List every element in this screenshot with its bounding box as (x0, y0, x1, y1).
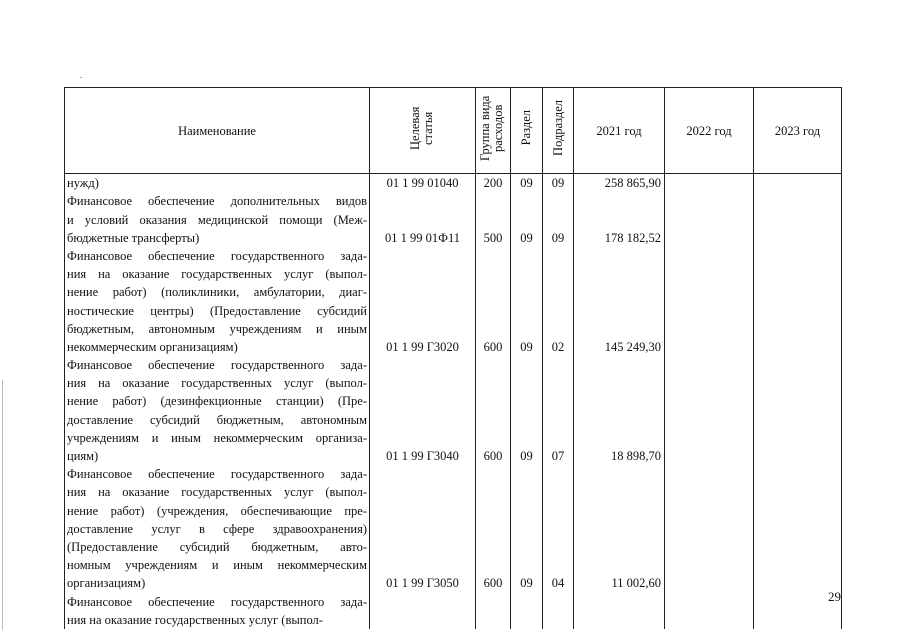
subsection-value: 09 (551, 230, 565, 245)
amount-2021-value: 18 898,70 (611, 449, 661, 464)
subsection-value: 09 (551, 176, 565, 191)
name-line: нужд) (67, 176, 99, 191)
amount-2022-column (665, 174, 754, 629)
group-column (476, 174, 511, 629)
expense-group-value: 600 (483, 339, 503, 354)
name-line: (Предоставление субсидий бюджетным, авто- (67, 539, 367, 554)
name-line: доставление субсидий бюджетным, автономным (67, 412, 367, 427)
expense-group-value: 500 (483, 230, 503, 245)
amount-2021-value: 11 002,60 (611, 576, 661, 591)
name-line: и условий оказания медицинской помощи (Меж- (67, 212, 367, 227)
name-line: Финансовое обеспечение государственного зада- (67, 248, 367, 263)
target-article-value: 01 1 99 Г3020 (386, 339, 459, 354)
name-line: доставление услуг в сфере здравоохранения) (67, 521, 367, 536)
name-line: номным учреждениям и иным некоммерческим (67, 558, 367, 573)
name-line: Финансовое обеспечение государственного зада- (67, 358, 367, 373)
target-article-value: 01 1 99 Г3040 (386, 449, 459, 464)
table-header-row (65, 88, 842, 174)
header-expense-group: Группа вида расходов (476, 88, 511, 174)
target-article-value: 01 1 99 01040 (386, 176, 459, 191)
section-value: 09 (520, 230, 533, 245)
header-name: Наименование (65, 88, 370, 174)
name-line: Финансовое обеспечение государственного зада- (67, 467, 367, 482)
name-line: нение работ) (учреждения, обеспечивающие пре- (67, 503, 367, 518)
name-line: некоммерческим организациям) (67, 339, 238, 354)
name-line: нение работ) (дезинфекционные станции) (Пре- (67, 394, 367, 409)
subsection-value: 02 (551, 339, 565, 354)
section-value: 09 (520, 449, 533, 464)
name-line: циям) (67, 449, 99, 464)
name-line: ностические центры) (Предоставление субсидий (67, 303, 367, 318)
name-line: бюджетные трансферты) (67, 230, 200, 245)
expense-group-value: 600 (483, 576, 503, 591)
name-line: нение работ) (поликлиники, амбулатории, диаг- (67, 285, 367, 300)
name-line: ния на оказание государственных услуг (выпол- (67, 376, 367, 391)
amount-2021-value: 178 182,52 (604, 230, 661, 245)
page-number: 29 (828, 589, 841, 604)
name-column (65, 174, 370, 629)
expense-group-value: 600 (483, 449, 503, 464)
header-target-article: Целевая статья (370, 88, 476, 174)
name-line: ния на оказание государственных услуг (выпол- (67, 267, 367, 282)
amount-2023-column (754, 174, 842, 629)
scan-edge-mark (2, 380, 3, 630)
subsection-value: 04 (551, 576, 565, 591)
section-value: 09 (520, 339, 533, 354)
amount-2021-value: 258 865,90 (604, 176, 661, 191)
amount-2021-value: 145 249,30 (604, 339, 661, 354)
subsection-value: 07 (551, 449, 565, 464)
name-line: бюджетным, автономным учреждениям и иным (67, 321, 367, 336)
header-year-2021: 2021 год (574, 88, 665, 174)
code-column (370, 174, 476, 629)
name-line: Финансовое обеспечение государственного зада- (67, 594, 367, 609)
name-line: ния на оказание государственных услуг (выпол- (67, 485, 367, 500)
subsection-column (543, 174, 574, 629)
section-value: 09 (520, 176, 533, 191)
header-year-2022: 2022 год (665, 88, 754, 174)
target-article-value: 01 1 99 01Ф11 (384, 230, 461, 245)
section-value: 09 (520, 576, 533, 591)
table-body-row (65, 174, 842, 629)
name-line: Финансовое обеспечение дополнительных видов (67, 194, 367, 209)
header-section: Раздел (511, 88, 543, 174)
scan-artifact (80, 77, 82, 78)
header-subsection: Подраздел (543, 88, 574, 174)
header-year-2023: 2023 год (754, 88, 842, 174)
expense-group-value: 200 (483, 176, 503, 191)
name-line: организациям) (67, 576, 146, 591)
section-column (511, 174, 543, 629)
amount-2021-column (574, 174, 665, 629)
name-line: ния на оказание государственных услуг (выпол- (67, 612, 323, 627)
budget-table (64, 87, 842, 629)
target-article-value: 01 1 99 Г3050 (386, 576, 459, 591)
name-line: учреждениям и иным некоммерческим организа- (67, 430, 367, 445)
